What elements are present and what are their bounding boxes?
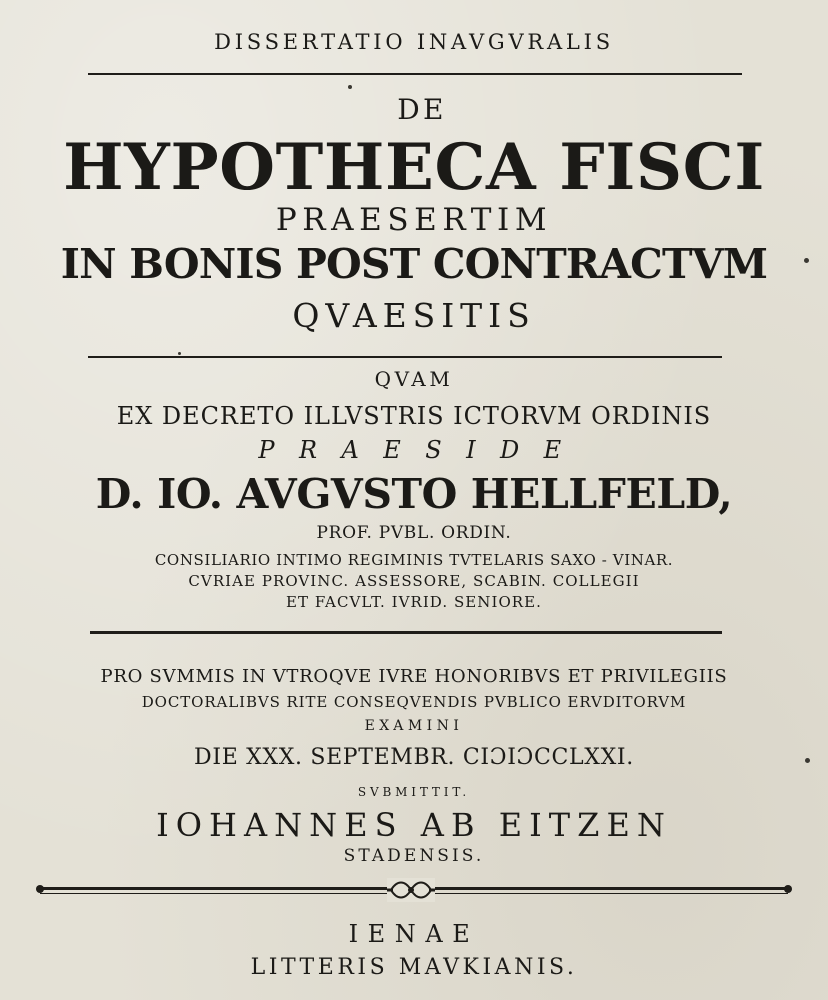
consiliario-text: CONSILIARIO INTIMO REGIMINIS TVTELARIS SAXO - VINAR.	[154, 551, 674, 569]
praeside-text: P R A E S I D E	[258, 436, 570, 464]
top-rule	[88, 73, 742, 75]
de-text: DE	[397, 93, 447, 126]
pro-summis-text: PRO SVMMIS IN VTROQVE IVRE HONORIBVS ET PRIVILEGIIS	[100, 666, 728, 687]
prof-text: PROF. PVBL. ORDIN.	[316, 523, 512, 543]
praesertim-text: PRAESERTIM	[275, 202, 553, 238]
author-name: IOHANNES AB EITZEN	[156, 806, 672, 844]
quam-text: QVAM	[374, 367, 454, 391]
paper-speck	[805, 758, 810, 763]
examini-text: EXAMINI	[364, 718, 464, 734]
place-text: IENAE	[348, 920, 480, 948]
date-text: DIE XXX. SEPTEMBR. CIƆIƆCCLXXI.	[194, 745, 634, 770]
paper-speck	[348, 85, 352, 89]
paper-speck	[178, 352, 181, 355]
main-title: HYPOTHECA FISCI	[63, 130, 765, 205]
president-name: D. IO. AVGVSTO HELLFELD,	[95, 470, 733, 518]
quaesitis-text: QVAESITIS	[292, 296, 536, 335]
printer-text: LITTERIS MAVKIANIS.	[250, 955, 578, 980]
decreto-text: EX DECRETO ILLVSTRIS ICTORVM ORDINIS	[116, 402, 712, 430]
submittit-text: SVBMITTIT.	[357, 785, 471, 799]
origin-text: STADENSIS.	[343, 846, 485, 866]
subtitle-text: IN BONIS POST CONTRACTVM	[60, 240, 768, 288]
middle-rule	[90, 631, 722, 634]
flourish-icon	[387, 878, 435, 902]
doctoralibus-text: DOCTORALIBVS RITE CONSEQVENDIS PVBLICO ERVDITORVM	[141, 693, 687, 711]
header-text: DISSERTATIO INAVGVRALIS	[214, 30, 614, 54]
facult-text: ET FACVLT. IVRID. SENIORE.	[286, 593, 542, 611]
curiae-text: CVRIAE PROVINC. ASSESSORE, SCABIN. COLLEGII	[188, 572, 640, 590]
rule-below-title	[88, 356, 722, 358]
ornament-end-right	[784, 885, 792, 893]
ornament-end-left	[36, 885, 44, 893]
ornamental-rule	[40, 882, 788, 900]
paper-speck	[804, 258, 809, 263]
